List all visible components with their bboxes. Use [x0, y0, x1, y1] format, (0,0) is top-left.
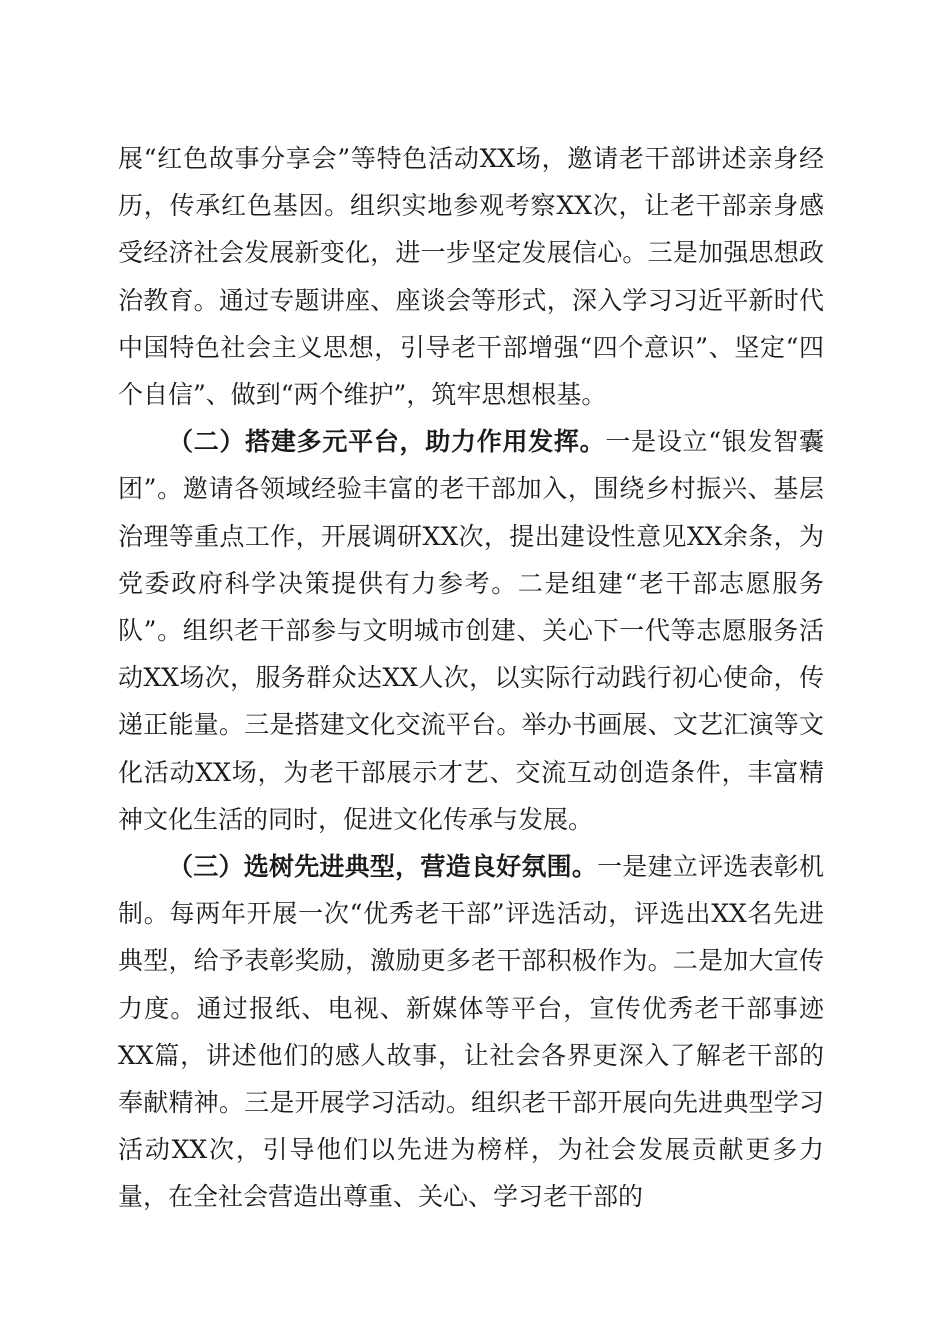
paragraph-text: 一是建立评选表彰机制。每两年开展一次“优秀老干部”评选活动，评选出XX名先进典型，给予表彰奖励，激励更多老干部积极作为。二是加大宣传力度。通过报纸、电视、新媒体等平台，宣传优秀老干部事迹XX篇，讲述他们的感人故事，让社会各界更深入了解老干部的奉献精神。三是开展学习活动。组织老干部开展向先进典型学习活动XX次，引导他们以先进为榜样，为社会发展贡献更多力量，在全社会营造出尊重、关心、学习老干部的 [118, 852, 824, 1212]
section-heading: （三）选树先进典型，营造良好氛围。 [168, 852, 598, 882]
paragraph-text: 展“红色故事分享会”等特色活动XX场，邀请老干部讲述亲身经历，传承红色基因。组织实地参观考察XX次，让老干部亲身感受经济社会发展新变化，进一步坚定发展信心。三是加强思想政治教育。通过专题讲座、座谈会等形式，深入学习习近平新时代中国特色社会主义思想，引导老干部增强“四个意识”、坚定“四个自信”、做到“两个维护”，筑牢思想根基。 [118, 144, 824, 410]
section-heading: （二）搭建多元平台，助力作用发挥。 [168, 427, 606, 457]
paragraph-section-2 [118, 418, 824, 843]
document-body [118, 135, 824, 1221]
paragraph-section-3 [118, 843, 824, 1221]
paragraph-continuation [118, 135, 824, 418]
paragraph-text: 一是设立“银发智囊团”。邀请各领域经验丰富的老干部加入，围绕乡村振兴、基层治理等重点工作，开展调研XX次，提出建设性意见XX余条，为党委政府科学决策提供有力参考。二是组建“老干部志愿服务队”。组织老干部参与文明城市创建、关心下一代等志愿服务活动XX场次，服务群众达XX人次，以实际行动践行初心使命，传递正能量。三是搭建文化交流平台。举办书画展、文艺汇演等文化活动XX场，为老干部展示才艺、交流互动创造条件，丰富精神文化生活的同时，促进文化传承与发展。 [118, 427, 824, 834]
